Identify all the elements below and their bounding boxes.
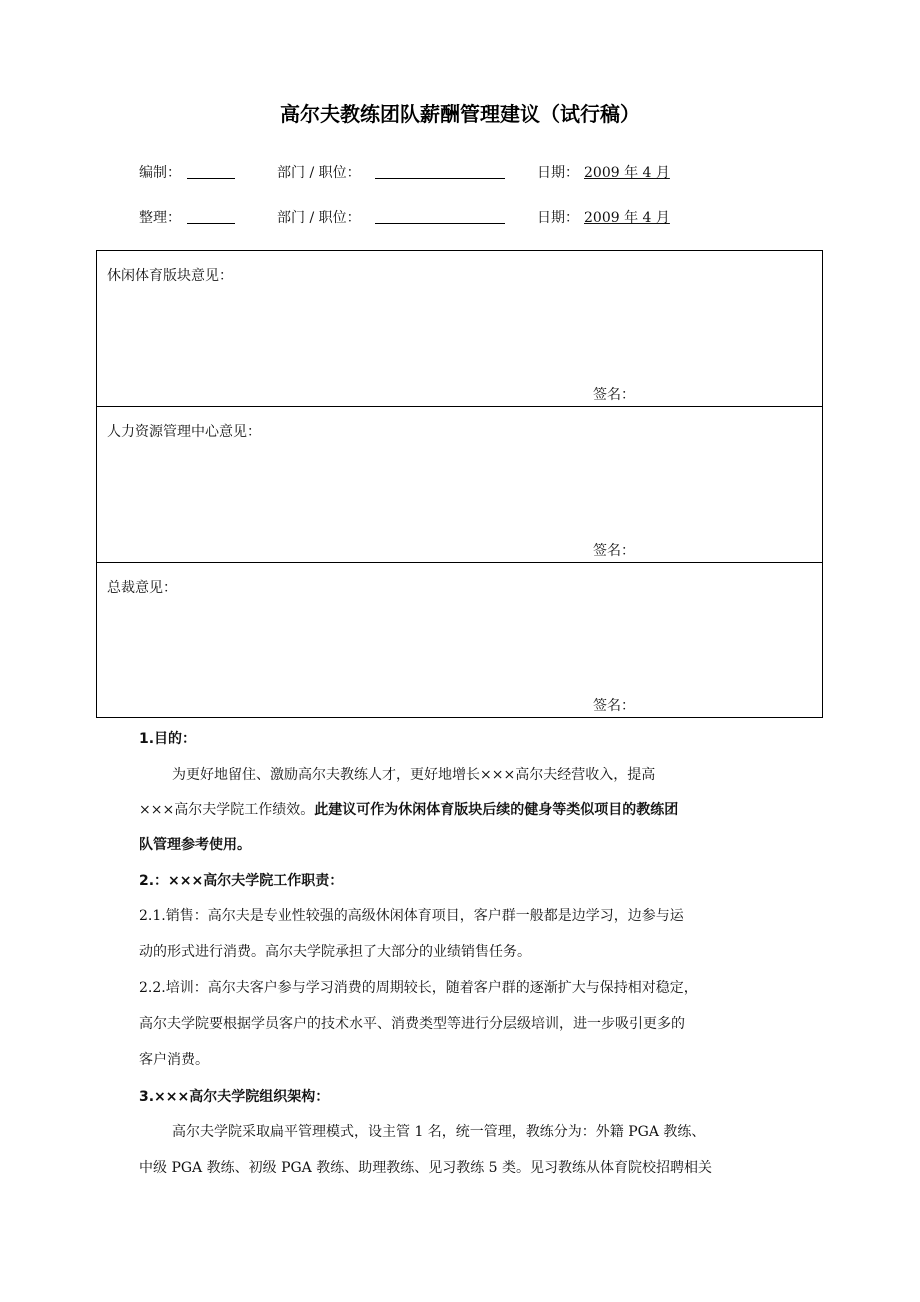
opinion-label: 总裁意见： (107, 580, 177, 596)
document-title: 高尔夫教练团队薪酬管理建议（试行稿） (280, 102, 640, 126)
section-1-text: 为更好地留住、激励高尔夫教练人才，更好地增长×××高尔夫经营收入，提高 (172, 767, 656, 783)
dept-label: 部门 / 职位： (277, 165, 361, 181)
editor-blank[interactable] (187, 207, 235, 224)
opinion-box-leisure-sports[interactable] (96, 250, 823, 407)
section-1-text-bold: 此建议可作为休闲体育版块后续的健身等类似项目的教练团 (314, 802, 679, 818)
signature-label: 签名： (593, 698, 635, 714)
section-2-heading: 2.：×××高尔夫学院工作职责： (139, 873, 344, 889)
compiler-label: 编制： (139, 165, 181, 181)
dept-blank[interactable] (375, 162, 505, 179)
date-label: 日期： (537, 210, 579, 226)
section-1-heading: 1.目的： (139, 731, 197, 747)
opinion-label: 休闲体育版块意见： (107, 268, 233, 284)
section-1-text-bold: 队管理参考使用。 (139, 837, 251, 853)
section-1-text (139, 799, 678, 819)
opinion-box-hr-center[interactable] (96, 406, 823, 563)
section-3-text: 高尔夫学院采取扁平管理模式，设主管 1 名，统一管理，教练分为：外籍 PGA 教练、 (172, 1124, 706, 1140)
section-1-text-normal: ×××高尔夫学院工作绩效。 (139, 802, 315, 818)
section-2-1-text: 动的形式进行消费。高尔夫学院承担了大部分的业绩销售任务。 (139, 944, 531, 960)
section-2-1-text: 2.1.销售：高尔夫是专业性较强的高级休闲体育项目，客户群一般都是边学习，边参与运 (139, 908, 684, 924)
date-label: 日期： (537, 165, 579, 181)
opinion-box-president[interactable] (96, 562, 823, 718)
section-2-2-text: 客户消费。 (139, 1052, 209, 1068)
dept-blank[interactable] (375, 207, 505, 224)
section-2-2-text: 2.2.培训：高尔夫客户参与学习消费的周期较长，随着客户群的逐渐扩大与保持相对稳定， (139, 980, 698, 996)
dept-label: 部门 / 职位： (277, 210, 361, 226)
section-3-text: 中级 PGA 教练、初级 PGA 教练、助理教练、见习教练 5 类。见习教练从体育院校招聘相关 (139, 1160, 713, 1176)
compiler-blank[interactable] (187, 162, 235, 179)
editor-label: 整理： (139, 210, 181, 226)
signature-label: 签名： (593, 387, 635, 403)
section-2-2-text: 高尔夫学院要根据学员客户的技术水平、消费类型等进行分层级培训，进一步吸引更多的 (139, 1016, 685, 1032)
date-value: 2009 年 4 月 (584, 165, 670, 181)
opinion-label: 人力资源管理中心意见： (107, 424, 261, 440)
signature-label: 签名： (593, 543, 635, 559)
section-3-heading: 3.×××高尔夫学院组织架构： (139, 1089, 330, 1105)
date-value: 2009 年 4 月 (584, 210, 670, 226)
